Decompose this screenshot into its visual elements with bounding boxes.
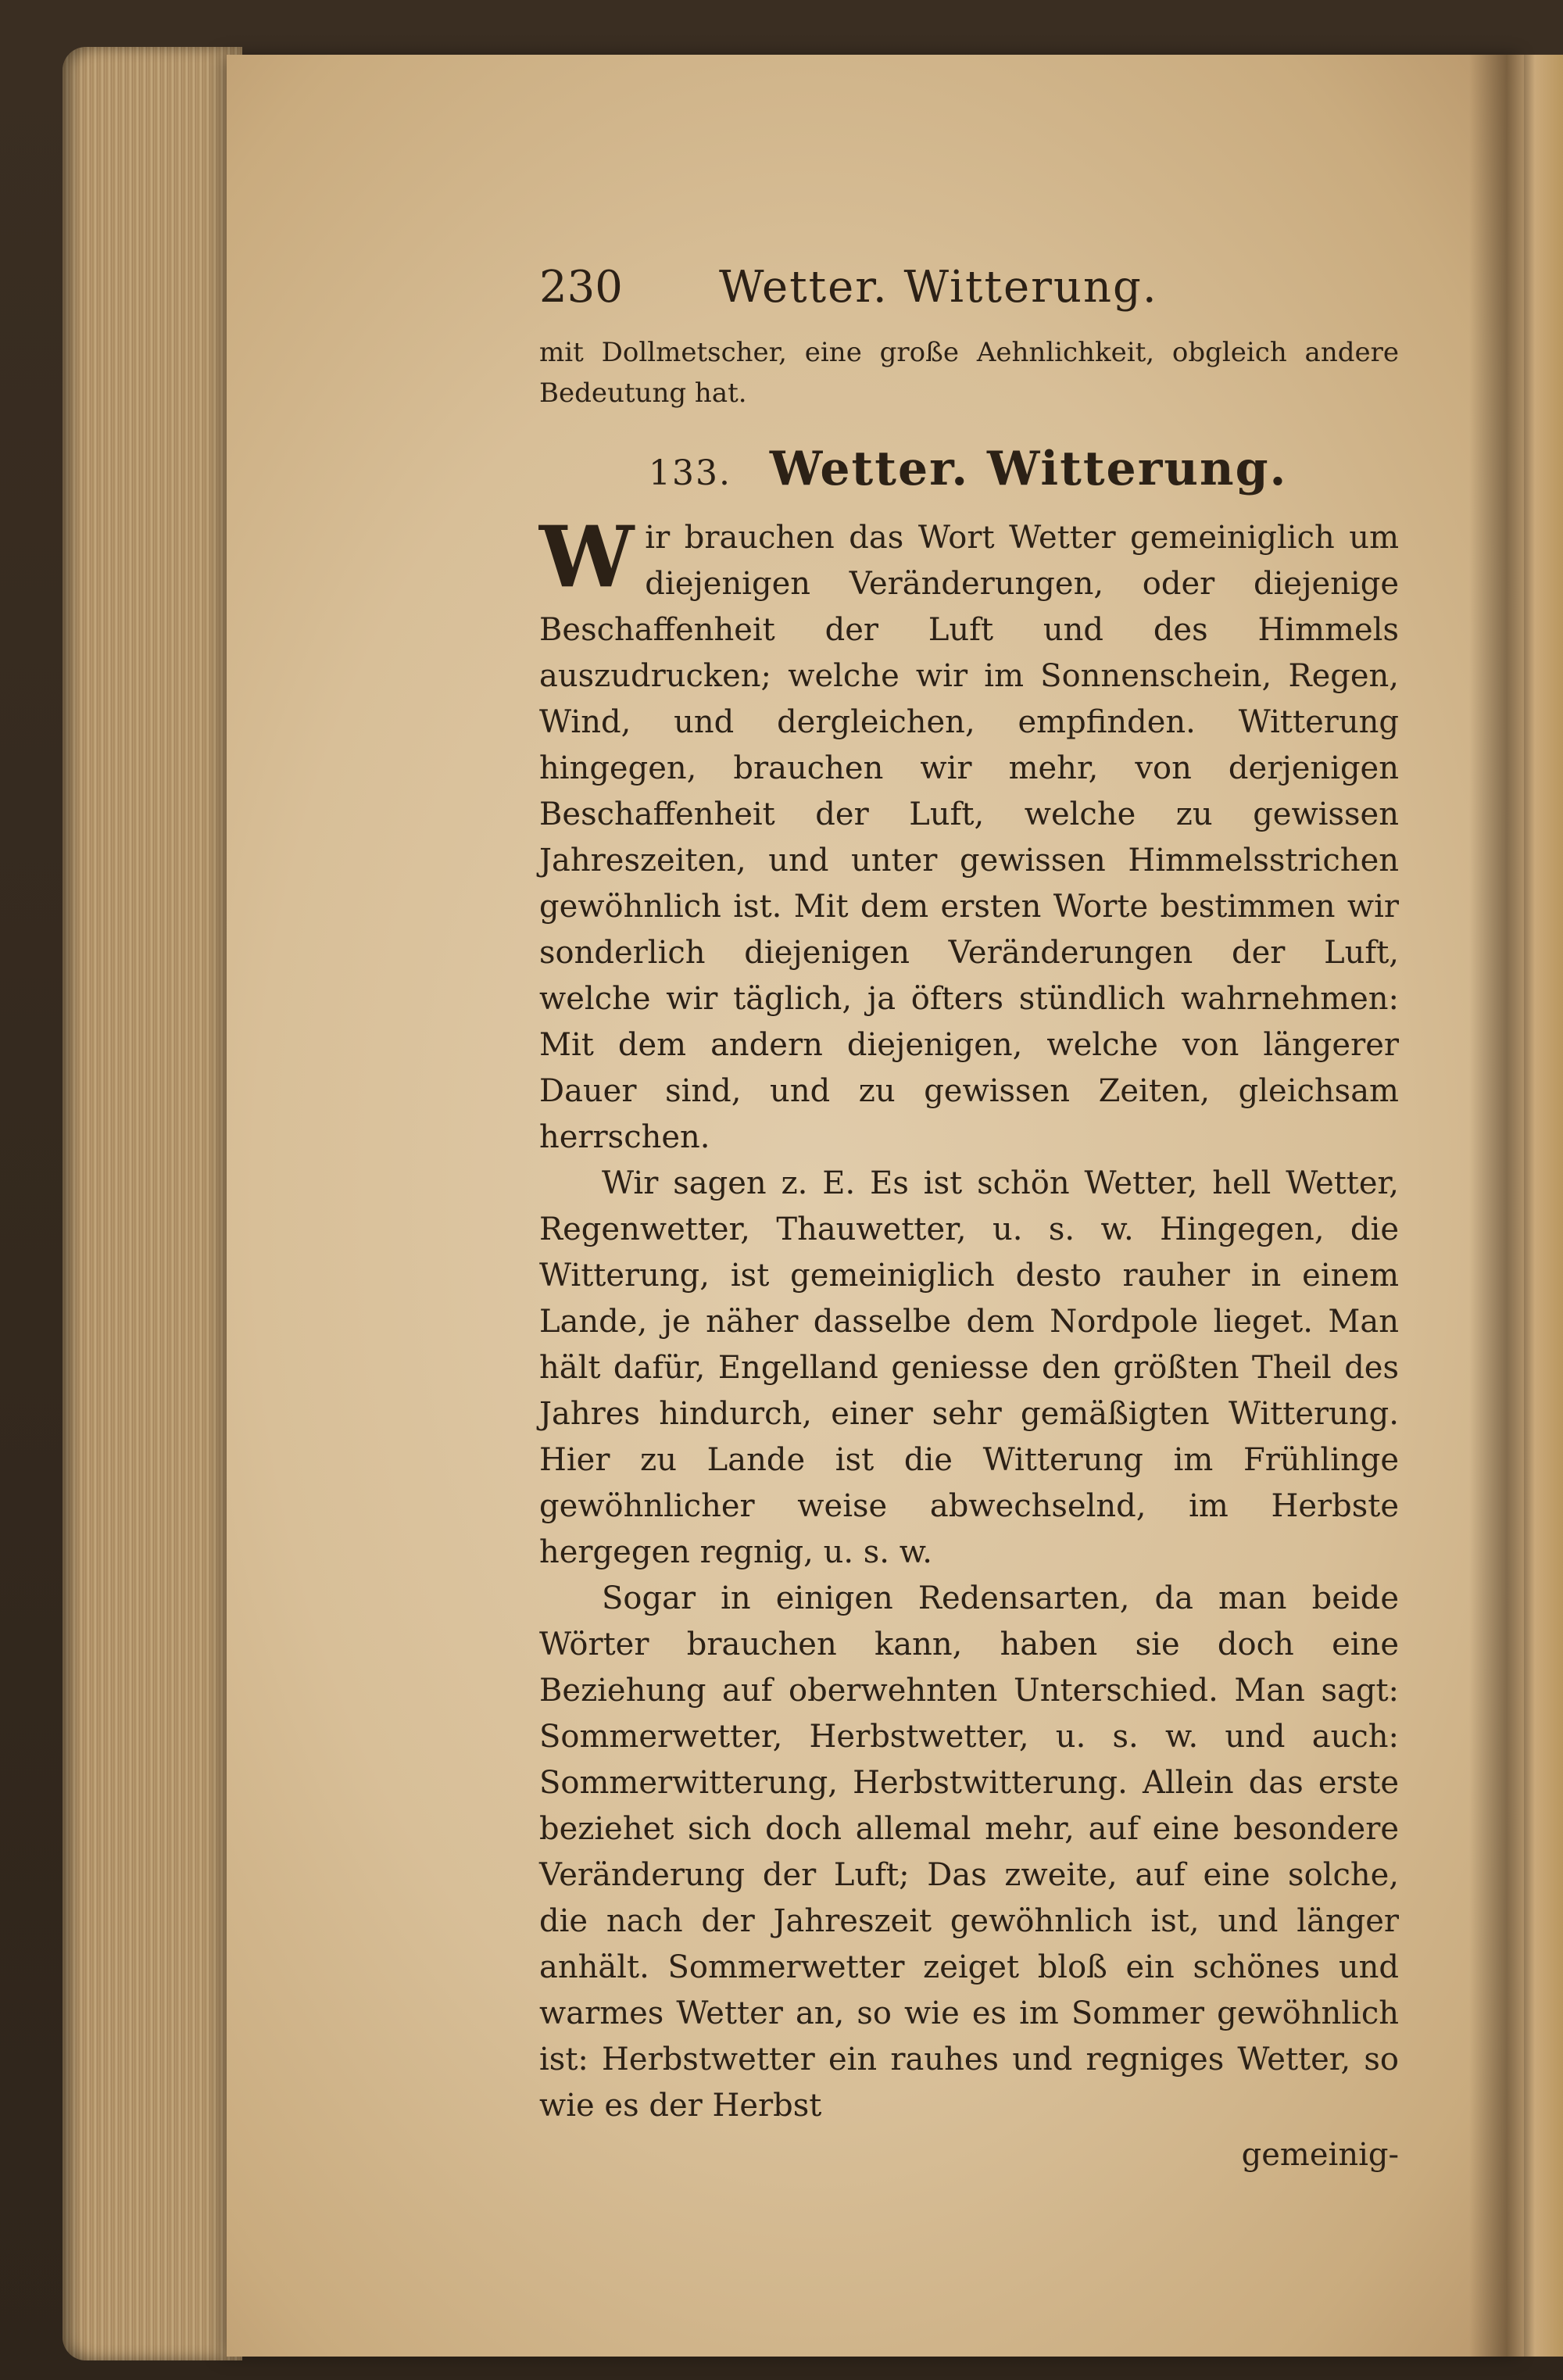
paragraph-3: Sogar in einigen Redensarten, da man beide Wörter brauchen kann, haben sie doch eine Beziehung auf oberwehnten Unterschied. Man sagt: Sommerwetter, Herbstwetter, u. s. w. und auch: Sommerwitterung, Herbstwitterung. Allein das erste beziehet sich doch allemal mehr, auf eine besondere Veränderung der Luft; Das zweite, auf eine solche, die nach der Jahreszeit gewöhnlich ist, und länger anhält. Sommerwetter zeiget bloß ein schönes und warmes Wetter an, so wie es im Sommer gewöhnlich ist: Herbstwetter ein rauhes und regniges Wetter, so wie es der Herbst xyxy=(539,1580,1399,2124)
page-header xyxy=(539,262,1399,332)
page-edges xyxy=(63,47,242,2360)
paragraph-2: Wir sagen z. E. Es ist schön Wetter, hell Wetter, Regenwetter, Thauwetter, u. s. w. Hingegen, die Witterung, ist gemeiniglich desto rauher in einem Lande, je näher dasselbe dem Nordpole lieget. Man hält dafür, Engelland geniesse den größten Theil des Jahres hindurch, einer sehr gemäßigten Witterung. Hier zu Lande ist die Witterung im Frühlinge gewöhnlicher weise abwechselnd, im Herbste hergegen regnig, u. s. w. xyxy=(539,1165,1399,1570)
section-title: Wetter. Witterung. xyxy=(769,442,1288,496)
book-gutter xyxy=(1469,55,1563,2357)
drop-cap: W xyxy=(539,508,635,607)
page-number: 230 xyxy=(539,262,623,313)
catchword: gemeinig- xyxy=(1241,2137,1399,2173)
paragraph-1 xyxy=(539,508,1399,1161)
paragraph-1-text: ir brauchen das Wort Wetter gemeiniglich um diejenigen Veränderungen, oder diejenige Beschaffenheit der Luft und des Himmels auszudrucken; welche wir im Sonnenschein, Regen, Wind, und dergleichen, empfinden. Witterung hingegen, brauchen wir mehr, von derjenigen Beschaffenheit der Luft, welche zu gewissen Jahreszeiten, und unter gewissen Himmelsstrichen gewöhnlich ist. Mit dem ersten Worte bestimmen wir sonderlich diejenigen Veränderungen der Luft, welche wir täglich, ja öfters stündlich wahrnehmen: Mit dem andern diejenigen, welche von längerer Dauer sind, und zu gewissen Zeiten, gleichsam herrschen. xyxy=(539,520,1399,1155)
intro-fragment: mit Dollmetscher, eine große Aehnlichkeit, obgleich andere Bedeutung hat. xyxy=(539,337,1399,409)
page-text-block xyxy=(539,262,1399,2178)
section-number: 133. xyxy=(649,453,731,493)
running-head: Wetter. Witterung. xyxy=(719,262,1158,313)
section-heading xyxy=(649,442,1399,504)
